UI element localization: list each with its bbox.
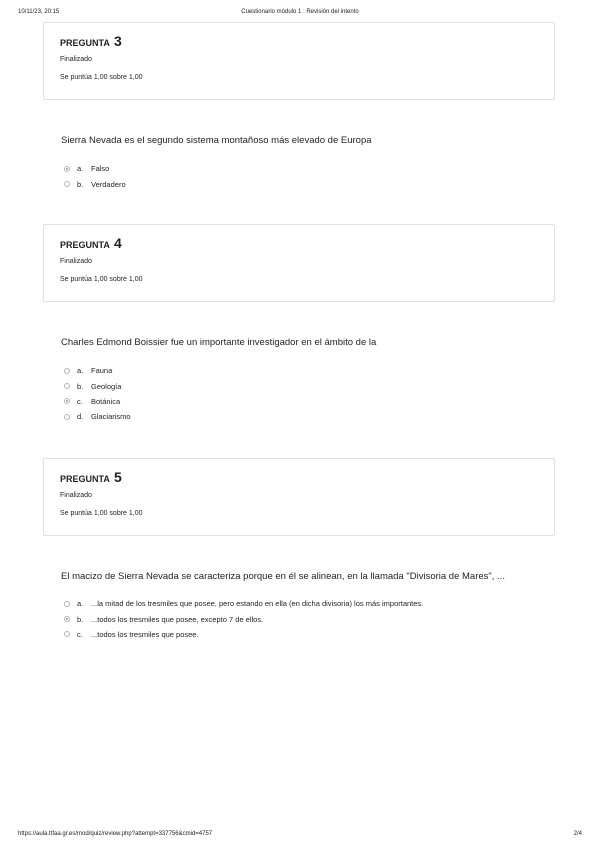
answer-letter: a. <box>77 366 84 376</box>
answer-option[interactable] <box>64 363 131 378</box>
answer-letter: b. <box>77 381 84 391</box>
print-title: Cuestionario módulo 1 : Revisión del intento <box>241 9 359 15</box>
answer-option[interactable] <box>64 596 423 611</box>
answer-text: ...todos los tresmiles que posee, excepto 7 de ellos. <box>91 614 264 624</box>
print-url[interactable]: https://aula.ttfaa.gr.es/mod/quiz/review.php?attempt=337756&cmid=4757 <box>18 831 213 837</box>
answer-letter: b. <box>77 179 84 189</box>
print-footer <box>18 831 582 841</box>
question-state: Finalizado <box>60 492 92 499</box>
question-info-card <box>43 22 555 100</box>
question-number: 5 <box>114 469 122 485</box>
answer-letter: b. <box>77 614 84 624</box>
answer-text: Botánica <box>91 396 121 406</box>
question-label <box>60 469 122 485</box>
question-info-card <box>43 224 555 302</box>
print-datetime: 10/11/23, 20:15 <box>18 9 60 15</box>
answer-text: Glaciarismo <box>91 412 131 422</box>
answer-option[interactable] <box>64 378 131 393</box>
question-grade: Se puntúa 1,00 sobre 1,00 <box>60 74 143 81</box>
answer-option[interactable] <box>64 176 126 191</box>
answer-text: ...la mitad de los tresmiles que posee, pero estando en ella (en dicha divisoria) los más importantes. <box>91 599 424 609</box>
radio-unchecked-icon[interactable] <box>64 181 70 187</box>
answer-letter: d. <box>77 412 84 422</box>
answer-list <box>64 363 131 425</box>
page-number: 2/4 <box>573 831 582 837</box>
question-grade: Se puntúa 1,00 sobre 1,00 <box>60 276 143 283</box>
answer-letter: a. <box>77 164 84 174</box>
question-state: Finalizado <box>60 258 92 265</box>
answer-text: Verdadero <box>91 179 126 189</box>
answer-list <box>64 161 126 192</box>
question-number: 3 <box>114 33 122 49</box>
question-label-text: PREGUNTA <box>60 240 110 250</box>
radio-unchecked-icon[interactable] <box>64 414 70 420</box>
answer-option[interactable] <box>64 611 423 626</box>
question-text: Charles Edmond Boissier fue un importante investigador en el ámbito de la <box>61 337 377 348</box>
question-number: 4 <box>114 235 122 251</box>
radio-checked-icon[interactable] <box>64 398 70 404</box>
answer-text: Falso <box>91 164 110 174</box>
answer-text: Geología <box>91 381 122 391</box>
answer-option[interactable] <box>64 161 126 176</box>
question-text: El macizo de Sierra Nevada se caracteriza porque en él se alinean, en la llamada "Divisoria de Mares", ... <box>61 571 505 582</box>
question-info-card <box>43 458 555 536</box>
answer-option[interactable] <box>64 627 423 642</box>
radio-unchecked-icon[interactable] <box>64 383 70 389</box>
question-grade: Se puntúa 1,00 sobre 1,00 <box>60 510 143 517</box>
radio-checked-icon[interactable] <box>64 616 70 622</box>
radio-unchecked-icon[interactable] <box>64 601 70 607</box>
question-text: Sierra Nevada es el segundo sistema montañoso más elevado de Europa <box>61 135 372 146</box>
question-label <box>60 33 122 49</box>
radio-checked-icon[interactable] <box>64 166 70 172</box>
answer-option[interactable] <box>64 394 131 409</box>
question-state: Finalizado <box>60 56 92 63</box>
question-label-text: PREGUNTA <box>60 38 110 48</box>
answer-text: ...todos los tresmiles que posee. <box>91 629 199 639</box>
answer-list <box>64 596 423 642</box>
radio-unchecked-icon[interactable] <box>64 368 70 374</box>
answer-letter: c. <box>77 629 83 639</box>
question-label <box>60 235 122 251</box>
answer-letter: a. <box>77 599 84 609</box>
print-header <box>18 9 582 19</box>
radio-unchecked-icon[interactable] <box>64 631 70 637</box>
answer-text: Fauna <box>91 366 113 376</box>
answer-letter: c. <box>77 396 83 406</box>
question-label-text: PREGUNTA <box>60 474 110 484</box>
answer-option[interactable] <box>64 409 131 424</box>
